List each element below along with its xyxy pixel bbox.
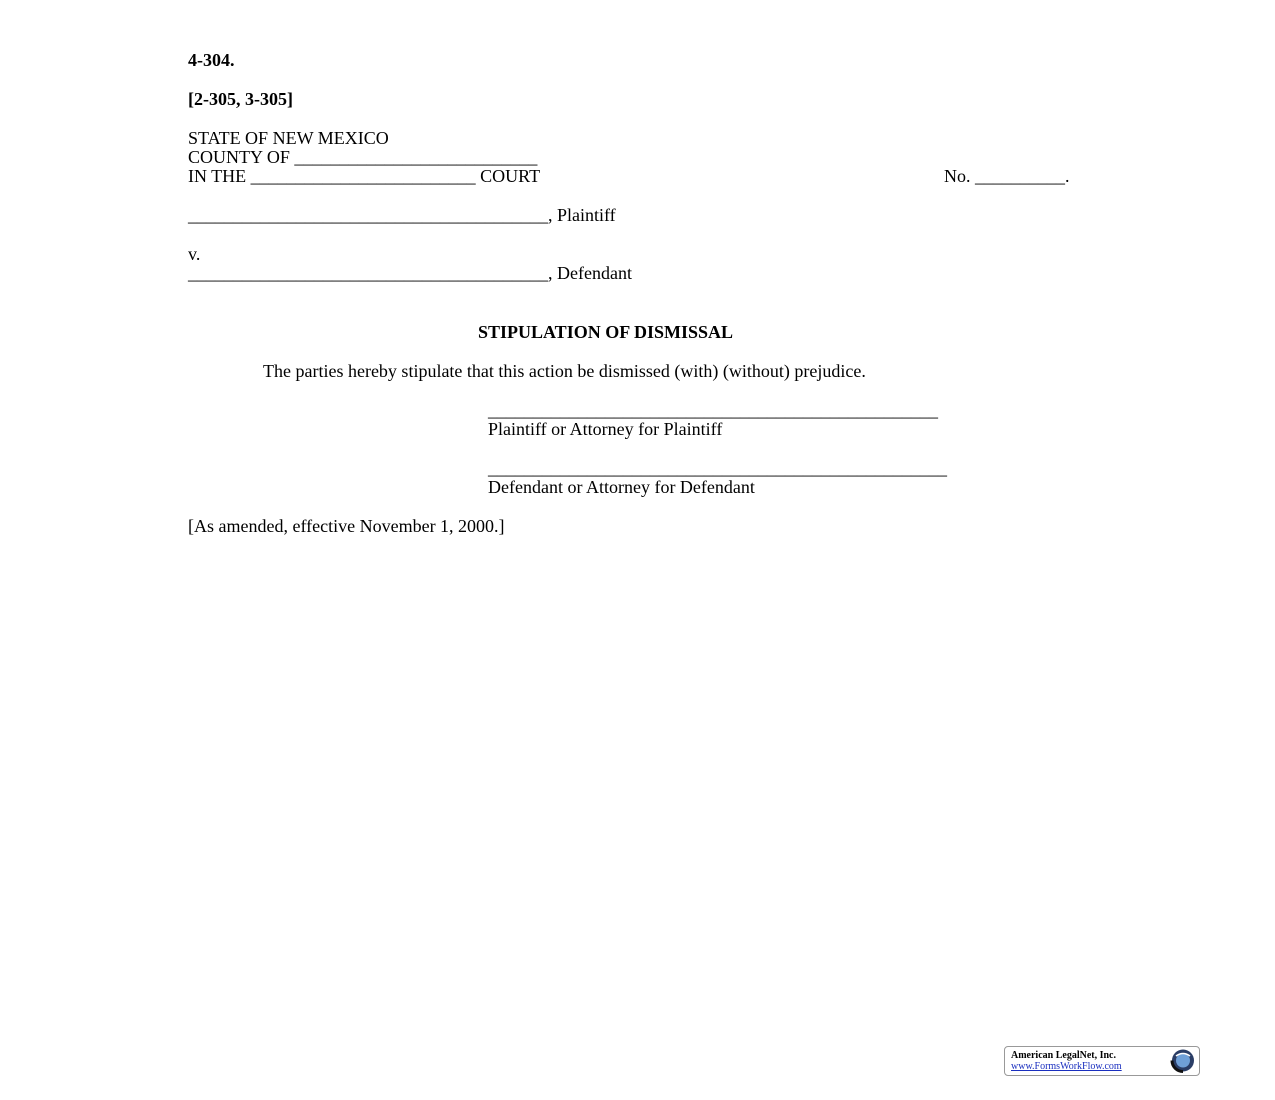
plaintiff-signature-line: __________________________________________________ [488, 400, 938, 420]
stipulation-body: The parties hereby stipulate that this action be dismissed (with) (without) prejudice. [263, 361, 866, 381]
defendant-signature-label: Defendant or Attorney for Defendant [488, 477, 755, 497]
document-title: STIPULATION OF DISMISSAL [478, 322, 734, 342]
rule-number: 4-304. [188, 50, 235, 70]
amendment-note: [As amended, effective November 1, 2000.] [188, 516, 505, 536]
cross-reference: [2-305, 3-305] [188, 89, 293, 109]
caption-state: STATE OF NEW MEXICO [188, 128, 389, 148]
case-number: No. __________. [944, 166, 1070, 186]
caption-versus: v. [188, 244, 201, 264]
caption-defendant: ________________________________________, Defendant [188, 263, 632, 283]
caption-court: IN THE _________________________ COURT [188, 166, 541, 186]
caption-plaintiff: ________________________________________, Plaintiff [188, 205, 616, 225]
footer-logo[interactable] [1004, 1046, 1200, 1076]
plaintiff-signature-label: Plaintiff or Attorney for Plaintiff [488, 419, 723, 439]
caption-county: COUNTY OF ___________________________ [188, 147, 538, 167]
defendant-signature-line: ___________________________________________________ [488, 458, 947, 478]
logo-url-link[interactable]: www.FormsWorkFlow.com [1011, 1061, 1122, 1072]
logo-company: American LegalNet, Inc. [1011, 1050, 1116, 1061]
globe-icon [1163, 1048, 1197, 1073]
